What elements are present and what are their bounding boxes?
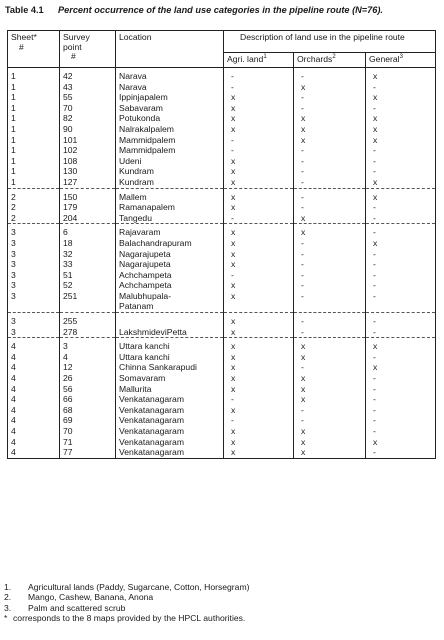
cell-sheet: 3 (8, 327, 60, 338)
cell-sheet: 4 (8, 362, 60, 373)
cell-point: 82 (60, 113, 116, 124)
cell-point: 102 (60, 145, 116, 156)
cell-agri: x (224, 103, 294, 114)
cell-orchards: - (294, 103, 366, 114)
cell-general: x (366, 238, 436, 249)
cell-sheet: 4 (8, 394, 60, 405)
cell-general: - (366, 82, 436, 93)
cell-orchards: x (294, 426, 366, 437)
cell-sheet: 1 (8, 124, 60, 135)
cell-sheet: 2 (8, 213, 60, 224)
table-caption: Percent occurrence of the land use categories in the pipeline route (N=76). (58, 5, 383, 15)
table-row (8, 301, 436, 312)
cell-location: Tangedu (116, 213, 224, 224)
cell-location: Kundram (116, 177, 224, 188)
header-description-label: Description of land use in the pipeline route (240, 32, 405, 42)
cell-agri: - (224, 68, 294, 82)
footnote-text: Mango, Cashew, Banana, Anona (28, 592, 154, 603)
cell-orchards: - (294, 415, 366, 426)
cell-point: 32 (60, 249, 116, 260)
cell-sheet: 1 (8, 103, 60, 114)
cell-sheet: 4 (8, 437, 60, 448)
cell-orchards: - (294, 156, 366, 167)
cell-agri: x (224, 224, 294, 238)
cell-location: Venkatanagaram (116, 415, 224, 426)
cell-agri (224, 301, 294, 312)
header-survey-label: Survey (63, 32, 90, 42)
cell-sheet: 1 (8, 82, 60, 93)
table-row (8, 415, 436, 426)
cell-orchards: - (294, 238, 366, 249)
cell-orchards: x (294, 373, 366, 384)
cell-location: Ippinjapalem (116, 92, 224, 103)
footnote-text: Palm and scattered scrub (28, 602, 126, 613)
table-row (8, 103, 436, 114)
cell-orchards: - (294, 280, 366, 291)
footnotes (2, 582, 442, 623)
header-agri (224, 53, 294, 68)
cell-general: - (366, 313, 436, 327)
cell-sheet: 3 (8, 238, 60, 249)
cell-orchards: x (294, 135, 366, 146)
header-survey-point (60, 31, 116, 68)
cell-orchards: x (294, 224, 366, 238)
cell-sheet: 4 (8, 352, 60, 363)
footnote (2, 592, 442, 602)
cell-sheet: 3 (8, 249, 60, 260)
cell-general: x (366, 113, 436, 124)
cell-location: Rajavaram (116, 224, 224, 238)
cell-point: 12 (60, 362, 116, 373)
cell-sheet: 3 (8, 280, 60, 291)
table-row (8, 352, 436, 363)
cell-point: 69 (60, 415, 116, 426)
cell-point: 108 (60, 156, 116, 167)
cell-agri: x (224, 426, 294, 437)
cell-orchards: - (294, 166, 366, 177)
cell-general: x (366, 362, 436, 373)
cell-sheet: 1 (8, 92, 60, 103)
table-row (8, 394, 436, 405)
cell-point: 204 (60, 213, 116, 224)
cell-agri: x (224, 92, 294, 103)
table-row (8, 313, 436, 327)
cell-point: 68 (60, 405, 116, 416)
footnote (2, 582, 442, 592)
header-description (224, 31, 436, 53)
cell-sheet: 4 (8, 384, 60, 395)
cell-orchards: x (294, 352, 366, 363)
cell-sheet: 2 (8, 202, 60, 213)
cell-general: - (366, 202, 436, 213)
cell-location: Venkatanagaram (116, 394, 224, 405)
cell-location (116, 313, 224, 327)
table-number: Table 4.1 (5, 5, 44, 15)
cell-agri: x (224, 447, 294, 458)
footnote (2, 603, 442, 613)
cell-sheet (8, 301, 60, 312)
cell-point: 70 (60, 426, 116, 437)
cell-agri: - (224, 135, 294, 146)
table-row (8, 213, 436, 224)
table-row (8, 135, 436, 146)
cell-agri: x (224, 259, 294, 270)
cell-general: x (366, 338, 436, 352)
cell-location: Venkatanagaram (116, 447, 224, 458)
cell-general: - (366, 270, 436, 281)
cell-location: Nagarajupeta (116, 249, 224, 260)
cell-orchards: - (294, 202, 366, 213)
header-sheet (8, 31, 60, 68)
cell-sheet: 3 (8, 270, 60, 281)
cell-general: x (366, 437, 436, 448)
cell-point: 255 (60, 313, 116, 327)
footnote-marker: 1. (4, 582, 12, 592)
cell-sheet: 1 (8, 156, 60, 167)
cell-sheet: 3 (8, 259, 60, 270)
table-row (8, 92, 436, 103)
cell-orchards: - (294, 291, 366, 302)
cell-orchards: - (294, 259, 366, 270)
cell-orchards: - (294, 362, 366, 373)
table-row (8, 188, 436, 202)
cell-point: 33 (60, 259, 116, 270)
cell-agri: x (224, 352, 294, 363)
header-general-footnote: 3 (399, 54, 403, 61)
cell-location: Venkatanagaram (116, 405, 224, 416)
cell-point: 52 (60, 280, 116, 291)
cell-orchards: - (294, 92, 366, 103)
cell-general: x (366, 135, 436, 146)
cell-point: 71 (60, 437, 116, 448)
cell-orchards: x (294, 394, 366, 405)
cell-point: 42 (60, 68, 116, 82)
cell-agri: x (224, 166, 294, 177)
cell-general: - (366, 224, 436, 238)
cell-general: - (366, 103, 436, 114)
cell-sheet: 4 (8, 415, 60, 426)
header-sheet-sub: # (19, 41, 24, 52)
cell-agri: - (224, 145, 294, 156)
cell-point: 18 (60, 238, 116, 249)
cell-point (60, 301, 116, 312)
cell-agri: x (224, 156, 294, 167)
cell-sheet: 1 (8, 135, 60, 146)
cell-location: Malubhupala- (116, 291, 224, 302)
cell-point: 26 (60, 373, 116, 384)
cell-point: 55 (60, 92, 116, 103)
cell-location: Potukonda (116, 113, 224, 124)
cell-orchards: - (294, 313, 366, 327)
cell-agri: x (224, 238, 294, 249)
cell-orchards: x (294, 213, 366, 224)
cell-agri: - (224, 415, 294, 426)
cell-agri: - (224, 270, 294, 281)
cell-general: - (366, 166, 436, 177)
table-row (8, 259, 436, 270)
cell-location: Mallem (116, 188, 224, 202)
header-general-label: General (369, 54, 400, 64)
table-row (8, 156, 436, 167)
cell-agri: x (224, 124, 294, 135)
cell-orchards: - (294, 327, 366, 338)
header-agri-label: Agri. land (227, 54, 264, 64)
cell-agri: x (224, 202, 294, 213)
cell-sheet: 1 (8, 68, 60, 82)
table-row (8, 82, 436, 93)
cell-sheet: 4 (8, 447, 60, 458)
cell-orchards: x (294, 124, 366, 135)
cell-location: LakshmideviPetta (116, 327, 224, 338)
cell-point: 77 (60, 447, 116, 458)
cell-agri: - (224, 394, 294, 405)
table-row (8, 405, 436, 416)
header-location (116, 31, 224, 68)
table-row (8, 291, 436, 302)
cell-location: Venkatanagaram (116, 437, 224, 448)
cell-general: - (366, 280, 436, 291)
table-row (8, 202, 436, 213)
cell-location: Balachandrapuram (116, 238, 224, 249)
cell-general: - (366, 213, 436, 224)
table-row (8, 437, 436, 448)
cell-general: - (366, 259, 436, 270)
cell-agri: x (224, 405, 294, 416)
table-row (8, 327, 436, 338)
cell-sheet: 4 (8, 338, 60, 352)
cell-orchards: - (294, 405, 366, 416)
cell-orchards: x (294, 437, 366, 448)
cell-location: Narava (116, 82, 224, 93)
header-orchards-label: Orchards (297, 54, 333, 64)
cell-location: Uttara kanchi (116, 338, 224, 352)
cell-point: 66 (60, 394, 116, 405)
table-row (8, 145, 436, 156)
cell-location: Somavaram (116, 373, 224, 384)
table-row (8, 224, 436, 238)
cell-agri: x (224, 188, 294, 202)
cell-location: Nagarajupeta (116, 259, 224, 270)
cell-agri: - (224, 213, 294, 224)
cell-location: Mammidpalem (116, 135, 224, 146)
cell-point: 56 (60, 384, 116, 395)
cell-general: - (366, 394, 436, 405)
header-survey-label-3: # (71, 51, 76, 61)
footnote-marker: 2. (4, 592, 12, 603)
cell-agri: x (224, 384, 294, 395)
cell-point: 179 (60, 202, 116, 213)
cell-point: 101 (60, 135, 116, 146)
cell-location: Mallurita (116, 384, 224, 395)
cell-general: x (366, 177, 436, 188)
cell-point: 130 (60, 166, 116, 177)
cell-point: 3 (60, 338, 116, 352)
cell-general: - (366, 415, 436, 426)
cell-agri: x (224, 280, 294, 291)
footnote-marker: * (4, 612, 8, 623)
cell-point: 51 (60, 270, 116, 281)
cell-orchards: x (294, 338, 366, 352)
table-title (2, 2, 440, 26)
cell-general: - (366, 426, 436, 437)
table-row (8, 166, 436, 177)
table-row (8, 270, 436, 281)
table-row (8, 68, 436, 82)
cell-general: - (366, 249, 436, 260)
table-row (8, 249, 436, 260)
cell-agri: x (224, 327, 294, 338)
cell-agri: x (224, 177, 294, 188)
cell-orchards: x (294, 82, 366, 93)
cell-orchards: x (294, 113, 366, 124)
cell-orchards: - (294, 68, 366, 82)
table-row (8, 280, 436, 291)
cell-location: Chinna Sankarapudi (116, 362, 224, 373)
cell-point: 90 (60, 124, 116, 135)
cell-general: - (366, 384, 436, 395)
cell-general: - (366, 447, 436, 458)
cell-agri: x (224, 338, 294, 352)
cell-location: Sabavaram (116, 103, 224, 114)
cell-orchards: x (294, 384, 366, 395)
cell-general: x (366, 124, 436, 135)
cell-point: 4 (60, 352, 116, 363)
header-location-label: Location (119, 32, 152, 42)
cell-point: 43 (60, 82, 116, 93)
cell-sheet: 3 (8, 313, 60, 327)
cell-agri: x (224, 362, 294, 373)
cell-sheet: 1 (8, 177, 60, 188)
header-sheet-label: Sheet* (11, 32, 37, 42)
table-row (8, 338, 436, 352)
cell-agri: x (224, 249, 294, 260)
cell-point: 70 (60, 103, 116, 114)
footnote-marker: 3. (4, 602, 12, 613)
cell-general: - (366, 352, 436, 363)
cell-point: 278 (60, 327, 116, 338)
cell-sheet: 4 (8, 426, 60, 437)
cell-sheet: 4 (8, 405, 60, 416)
header-general (366, 53, 436, 68)
cell-orchards: - (294, 188, 366, 202)
footnote-text: corresponds to the 8 maps provided by the HPCL authorities. (13, 612, 246, 623)
cell-sheet: 1 (8, 145, 60, 156)
cell-location: Uttara kanchi (116, 352, 224, 363)
cell-orchards (294, 301, 366, 312)
cell-orchards: x (294, 447, 366, 458)
cell-general: - (366, 373, 436, 384)
cell-general: - (366, 156, 436, 167)
cell-point: 127 (60, 177, 116, 188)
cell-sheet: 1 (8, 113, 60, 124)
table-row (8, 177, 436, 188)
cell-location: Achchampeta (116, 270, 224, 281)
cell-location: Udeni (116, 156, 224, 167)
cell-location: Achchampeta (116, 280, 224, 291)
land-use-table (7, 30, 436, 459)
cell-general: x (366, 68, 436, 82)
cell-general: - (366, 291, 436, 302)
cell-orchards: - (294, 145, 366, 156)
cell-location: Kundram (116, 166, 224, 177)
table-row (8, 426, 436, 437)
table-row (8, 113, 436, 124)
cell-orchards: - (294, 177, 366, 188)
cell-location: Nalrakalpalem (116, 124, 224, 135)
footnote-text: Agricultural lands (Paddy, Sugarcane, Cotton, Horsegram) (28, 582, 250, 592)
cell-point: 150 (60, 188, 116, 202)
cell-sheet: 4 (8, 373, 60, 384)
cell-agri: x (224, 313, 294, 327)
table-row (8, 384, 436, 395)
cell-point: 6 (60, 224, 116, 238)
cell-general: - (366, 405, 436, 416)
cell-general (366, 301, 436, 312)
cell-sheet: 3 (8, 291, 60, 302)
cell-location: Narava (116, 68, 224, 82)
header-orchards (294, 53, 366, 68)
table-row (8, 238, 436, 249)
cell-agri: x (224, 373, 294, 384)
header-orchards-footnote: 2 (332, 54, 336, 61)
cell-general: x (366, 188, 436, 202)
cell-sheet: 3 (8, 224, 60, 238)
cell-general: - (366, 145, 436, 156)
header-survey-label-2: point (63, 41, 82, 52)
cell-location: Patanam (116, 301, 224, 312)
table-row (8, 447, 436, 458)
cell-sheet: 2 (8, 188, 60, 202)
cell-point: 251 (60, 291, 116, 302)
table-row (8, 362, 436, 373)
cell-orchards: - (294, 249, 366, 260)
header-agri-footnote: 1 (263, 54, 267, 61)
footnote (2, 613, 442, 623)
cell-sheet: 1 (8, 166, 60, 177)
cell-orchards: - (294, 270, 366, 281)
cell-location: Ramanapalem (116, 202, 224, 213)
cell-general: - (366, 327, 436, 338)
cell-general: x (366, 92, 436, 103)
cell-location: Venkatanagaram (116, 426, 224, 437)
table-row (8, 373, 436, 384)
cell-agri: - (224, 82, 294, 93)
table-row (8, 124, 436, 135)
cell-agri: x (224, 113, 294, 124)
cell-agri: x (224, 437, 294, 448)
cell-location: Mammidpalem (116, 145, 224, 156)
cell-agri: x (224, 291, 294, 302)
